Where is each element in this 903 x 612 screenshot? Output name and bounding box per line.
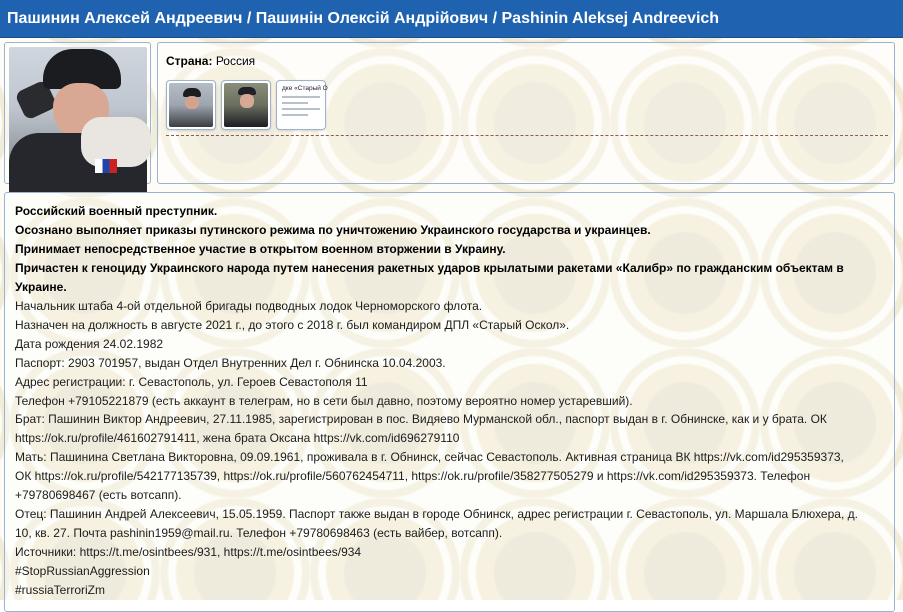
summary-line: Осознано выполняет приказы путинского режима по уничтожению Украинского государства и украинцев. [15, 223, 651, 237]
photo-thumbnails [166, 80, 326, 130]
country-row [166, 54, 255, 68]
country-label: Страна: [166, 54, 213, 68]
profile-info-panel [157, 42, 895, 184]
profile-photo[interactable] [9, 47, 147, 182]
page-title: Пашинин Алексей Андреевич / Пашинін Олексій Андрійович / Pashinin Aleksej Andreevich [0, 0, 903, 38]
country-value: Россия [215, 54, 256, 68]
detail-father-contacts[interactable]: 10, кв. 27. Почта pashinin1959@mail.ru. Телефон +79780698463 (есть вайбер, вотсапп). [15, 525, 503, 540]
thumbnail-3[interactable] [276, 80, 326, 130]
thumbnail-2[interactable] [221, 80, 271, 130]
summary-block [15, 202, 889, 297]
hashtag: #StopRussianAggression [15, 563, 150, 578]
detail-brother[interactable]: Брат: Пашинин Виктор Андреевич, 27.11.1985, зарегистрирован в пос. Видяево Мурманской обл., паспорт выдан в г. Обнинске, как и у брата. ОК [15, 412, 827, 427]
thumbnail-1[interactable] [166, 80, 216, 130]
thumbnail-doc-title: дке «Старый О [282, 85, 328, 92]
dashed-divider [166, 135, 888, 136]
detail-birthdate: Дата рождения 24.02.1982 [15, 336, 164, 351]
details-block [15, 297, 889, 600]
detail-brother-links[interactable]: https://ok.ru/profile/461602791411, жена брата Оксана https://vk.com/id696279110 [15, 431, 460, 446]
summary-line: Причастен к геноциду Украинского народа путем нанесения ракетных ударов крылатыми ракетами «Калибр» по гражданским объектам в [15, 261, 844, 275]
detail-appointment: Назначен на должность в августе 2021 г., до этого с 2018 г. был командиром ДПЛ «Старый Оскол». [15, 317, 570, 332]
detail-mother-phone: +79780698467 (есть вотсапп). [15, 488, 182, 503]
summary-line: Принимает непосредственное участие в открытом военном вторжении в Украину. [15, 242, 506, 256]
hashtag: #russiaTerroriZm [15, 582, 106, 597]
detail-position: Начальник штаба 4-ой отдельной бригады подводных лодок Черноморского флота. [15, 299, 483, 313]
detail-father: Отец: Пашинин Андрей Алексеевич, 15.05.1959. Паспорт также выдан в городе Обнинск, адрес регистрации г. Севастополь, ул. Маршала Блюхера, д. [15, 506, 858, 521]
detail-mother[interactable]: Мать: Пашинина Светлана Викторовна, 09.09.1961, проживала в г. Обнинск, сейчас Севастополь. Активная страница ВК https://vk.com/id295359373, [15, 450, 844, 465]
summary-line: Российский военный преступник. [15, 204, 218, 218]
detail-phone: Телефон +79105221879 (есть аккаунт в телеграм, но в сети был давно, поэтому вероятно номер устаревший). [15, 393, 633, 408]
detail-address: Адрес регистрации: г. Севастополь, ул. Героев Севастополя 11 [15, 374, 368, 389]
detail-passport: Паспорт: 2903 701957, выдан Отдел Внутренних Дел г. Обнинска 10.04.2003. [15, 355, 446, 370]
detail-mother-links[interactable]: ОК https://ok.ru/profile/542177135739, https://ok.ru/profile/560762454711, https://ok.ru/profile/358277505279 и https://vk.com/id295359373. Телефон [15, 469, 811, 484]
summary-line: Украине. [15, 280, 67, 294]
detail-sources[interactable]: Источники: https://t.me/osintbees/931, https://t.me/osintbees/934 [15, 544, 362, 559]
description-panel [4, 192, 895, 612]
profile-photo-frame [4, 42, 151, 184]
